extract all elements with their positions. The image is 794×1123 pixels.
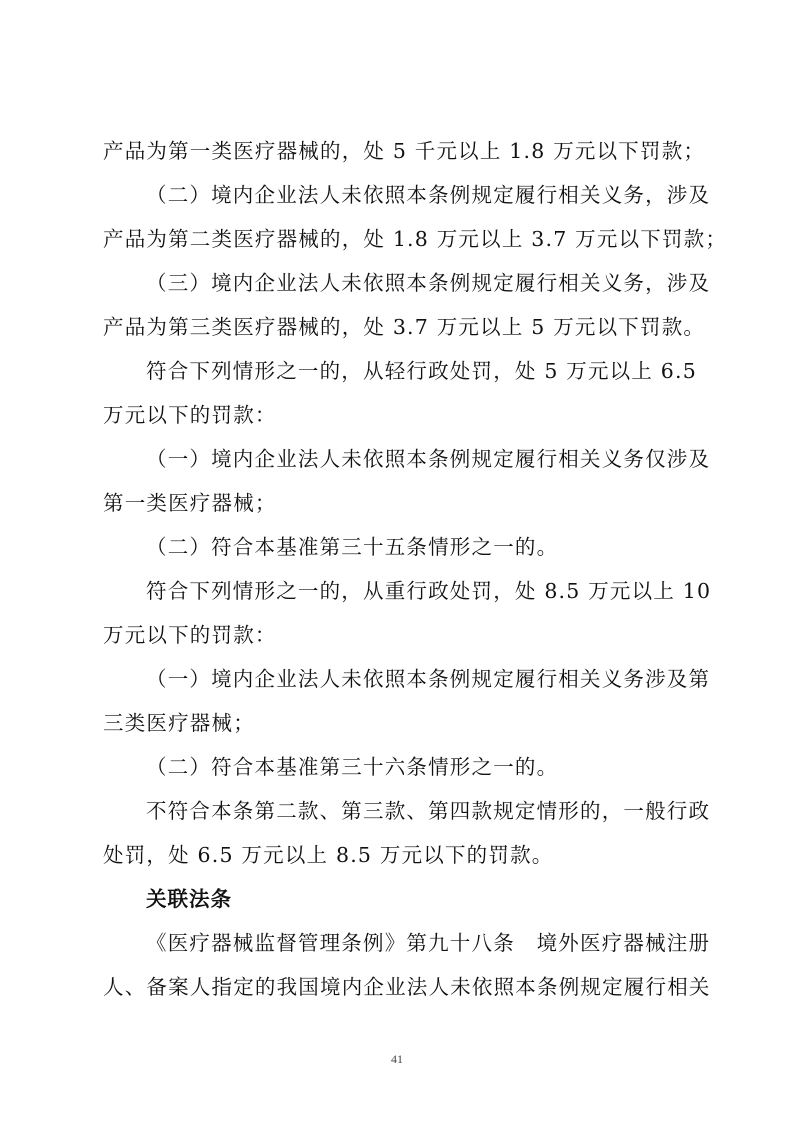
paragraph-line: 处罚，处 6.5 万元以上 8.5 万元以下的罚款。: [103, 843, 554, 867]
related-law-line: 《医疗器械监督管理条例》第九十八条 境外医疗器械注册: [146, 931, 711, 955]
paragraph-line: （二）符合本基准第三十五条情形之一的。: [146, 535, 559, 559]
paragraph-line: （一）境内企业法人未依照本条例规定履行相关义务仅涉及: [146, 447, 711, 471]
paragraph-line: 万元以下的罚款：: [103, 403, 277, 427]
paragraph-line: （二）符合本基准第三十六条情形之一的。: [146, 755, 559, 779]
paragraph-line: 不符合本条第二款、第三款、第四款规定情形的，一般行政: [146, 799, 711, 823]
page-number: 41: [391, 1052, 403, 1066]
paragraph-line: 产品为第二类医疗器械的，处 1.8 万元以上 3.7 万元以下罚款；: [103, 227, 728, 251]
paragraph-line: （二）境内企业法人未依照本条例规定履行相关义务，涉及: [146, 183, 711, 207]
paragraph-line: （三）境内企业法人未依照本条例规定履行相关义务，涉及: [146, 271, 711, 295]
related-law-line: 人、备案人指定的我国境内企业法人未依照本条例规定履行相关: [103, 975, 711, 999]
section-heading: 关联法条: [146, 887, 232, 911]
paragraph-line: 符合下列情形之一的，从轻行政处罚，处 5 万元以上 6.5: [146, 359, 697, 383]
paragraph-line: （一）境内企业法人未依照本条例规定履行相关义务涉及第: [146, 667, 711, 691]
paragraph-line: 第一类医疗器械；: [103, 491, 277, 515]
paragraph-line: 三类医疗器械；: [103, 711, 255, 735]
paragraph-line: 符合下列情形之一的，从重行政处罚，处 8.5 万元以上 10: [146, 579, 712, 603]
paragraph-line: 产品为第一类医疗器械的，处 5 千元以上 1.8 万元以下罚款；: [103, 139, 706, 163]
paragraph-line: 产品为第三类医疗器械的，处 3.7 万元以上 5 万元以下罚款。: [103, 315, 706, 339]
paragraph-line: 万元以下的罚款：: [103, 623, 277, 647]
